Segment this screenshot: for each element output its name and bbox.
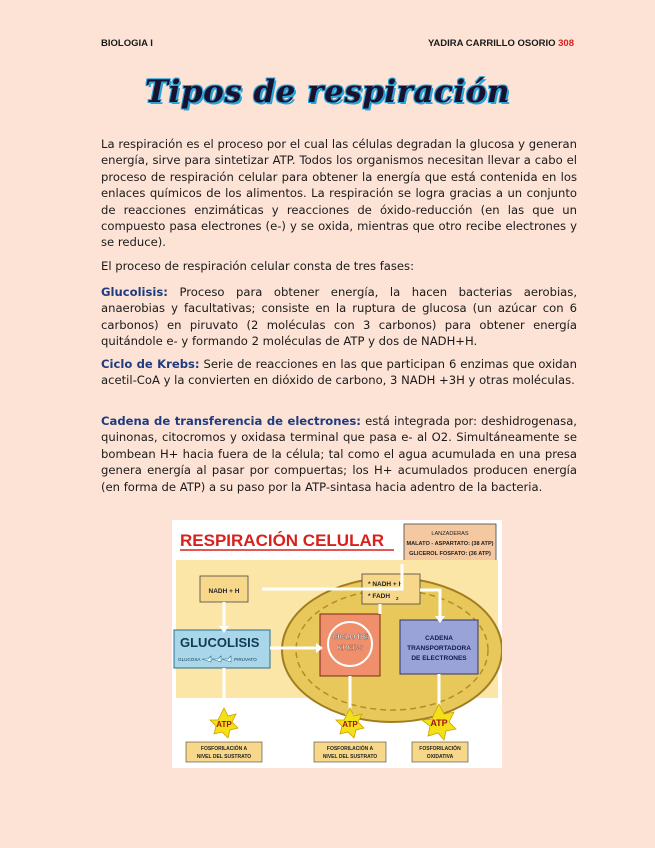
phase-term: Cadena de transferencia de electrones:	[101, 414, 361, 428]
phase-term: Glucolisis:	[101, 285, 168, 299]
phase-text: está integrada por: deshidrogenasa, quinonas, citocromos y oxidasa terminal que pasa e- al O2. Simultáneamente se bombean H+ hacia fuera de la célula; tal como el agua acumulada en una presa genera energía al pasar por compuertas; los H+ acumulados producen energía (en forma de ATP) a su paso por la ATP-sintasa hacia adentro de la bacteria.	[101, 414, 577, 494]
atp-label: ATP	[430, 718, 448, 728]
nadh-left-box	[200, 576, 248, 602]
electron-chain-box	[400, 620, 478, 674]
author-name: YADIRA CARRILLO OSORIO	[427, 38, 556, 49]
label-line-1: FOSFORILACIÓN A	[200, 746, 248, 752]
shuttle-malato: MALATO - ASPARTATO: (38 ATP)	[406, 541, 494, 547]
label-line-1: FOSFORILACIÓN	[419, 746, 461, 752]
course-name: BIOLOGIA I	[101, 38, 153, 49]
glucosa-label: GLUCOSA	[178, 657, 201, 662]
chain-label-3: DE ELECTRONES	[411, 655, 467, 662]
intro-paragraph: La respiración es el proceso por el cual las células degradan la glucosa y generan energía, sirve para sintetizar ATP. Todos los organismos necesitan llevar a cabo el proceso de respiración celular para obtener la energía que está contenida en los enlaces químicos de los alimentos. La respiración se logra gracias a un conjunto de reacciones enzimáticas y reacciones de óxido-reducción (en las que un compuesto pasa electrones (e-) y se oxida, mientras que otro recibe electrones y se reduce).	[101, 137, 577, 250]
author	[428, 38, 574, 49]
phase-text: Serie de reacciones en las que participan 6 enzimas que oxidan acetil-CoA y la convierten en dióxido de carbono, 3 NADH +3H y otras moléculas.	[101, 357, 577, 388]
phase-electron-chain	[101, 413, 577, 495]
page-title: Tipos de respiración	[145, 74, 510, 110]
shuttle-glicerol: GLICEROL FOSFATO: (36 ATP)	[409, 551, 491, 557]
page-header	[101, 38, 574, 54]
shuttle-label: LANZADERAS	[431, 531, 469, 537]
fadh-label: * FADH	[368, 593, 391, 600]
phosphorylation-label-2	[314, 742, 386, 762]
phase-glucolisis	[101, 284, 577, 350]
phosphorylation-label-3	[412, 742, 468, 762]
atp-label: ATP	[216, 720, 232, 729]
atp-label: ATP	[342, 720, 358, 729]
krebs-label-2: KREBS	[336, 643, 364, 652]
group-number: 308	[558, 38, 574, 49]
phases-intro: El proceso de respiración celular consta de tres fases:	[101, 259, 415, 273]
chain-label-1: CADENA	[425, 635, 453, 642]
phosphorylation-label-1	[186, 742, 262, 762]
nadh-left-label: NADH + H	[208, 588, 240, 595]
label-line-1: FOSFORILACIÓN A	[326, 746, 374, 752]
label-line-2: NIVEL DEL SUSTRATO	[196, 754, 252, 760]
label-line-2: NIVEL DEL SUSTRATO	[322, 754, 378, 760]
chain-label-2: TRANSPORTADORA	[407, 645, 471, 652]
phase-krebs	[101, 356, 577, 389]
nadh-right-label: * NADH + H	[368, 581, 404, 588]
respiration-diagram	[172, 520, 502, 768]
atp-burst-1	[210, 708, 238, 738]
shuttle-box	[404, 524, 496, 564]
diagram-title: RESPIRACIÓN CELULAR	[180, 531, 385, 550]
piruvato-label: PIRUVATO	[234, 657, 257, 662]
krebs-label-1: CICLO DE	[332, 632, 368, 641]
phase-text: Proceso para obtener energía, la hacen bacterias aerobias, anaerobias y facultativas; consiste en la ruptura de glucosa (un azúcar con 6 carbonos) en piruvato (2 moléculas con 3 carbonos) para obtener energía quitándole e- y formando 2 moléculas de ATP y dos de NADH+H.	[101, 285, 577, 349]
phase-term: Ciclo de Krebs:	[101, 357, 200, 371]
glucolisis-box	[174, 630, 270, 668]
label-line-2: OXIDATIVA	[426, 754, 454, 760]
krebs-box	[320, 614, 380, 676]
fadh-subscript: 2	[396, 596, 399, 601]
glucolisis-label: GLUCOLISIS	[180, 635, 260, 650]
